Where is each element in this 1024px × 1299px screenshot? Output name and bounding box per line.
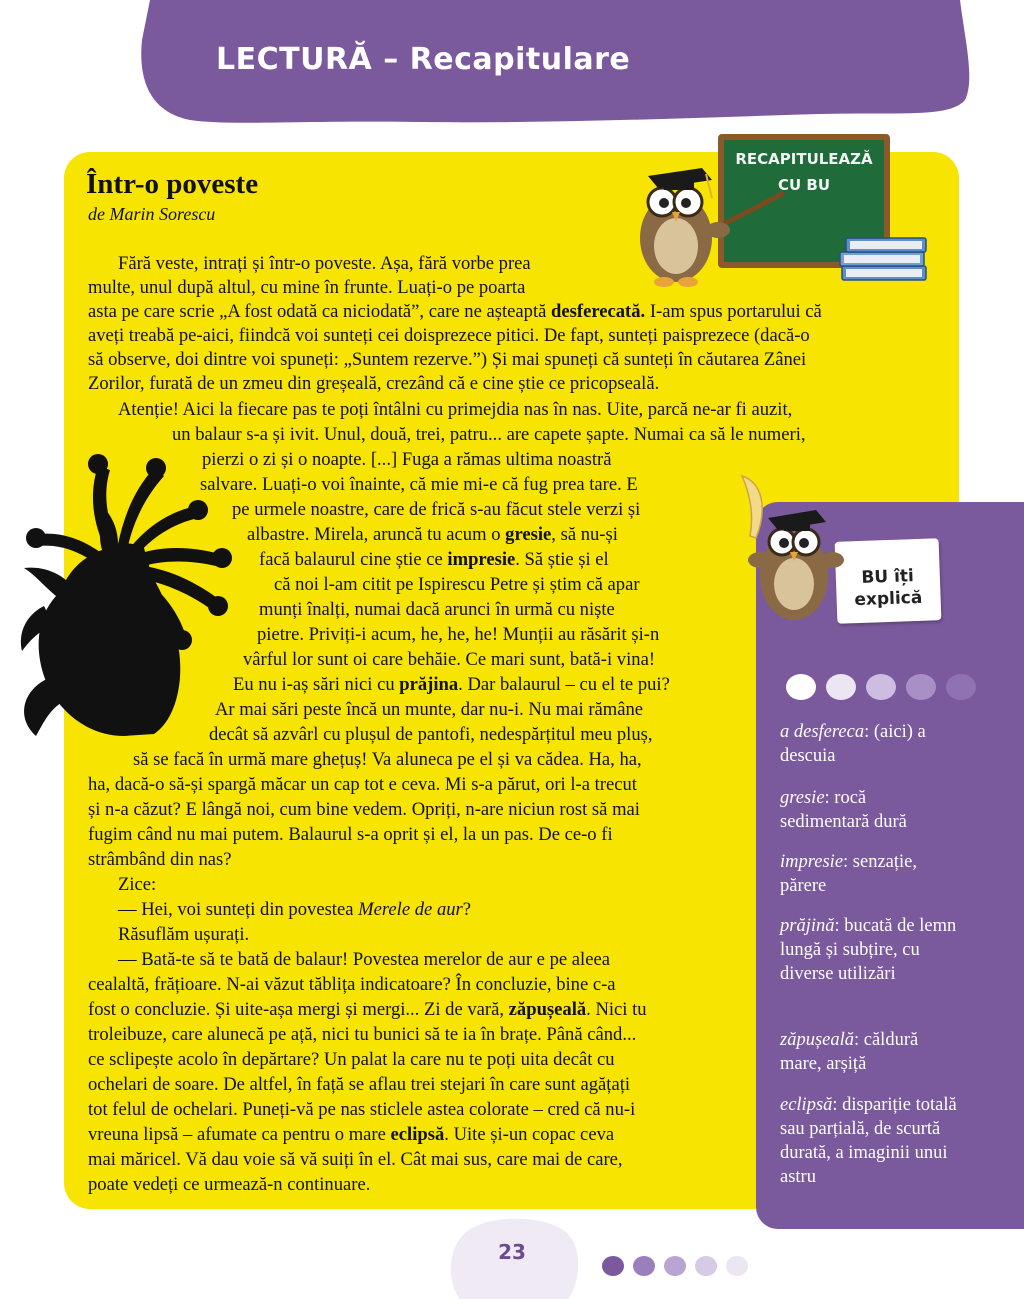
decorative-dot (906, 674, 936, 700)
story-line: strâmbând din nas? (88, 849, 232, 870)
glossary-entry: eclipsă: dispariție totală sau parțială, de scurtă durată, a imaginii unui astru (780, 1095, 957, 1187)
glossary-entry: prăjină: bucată de lemn lungă și subțire, cu diverse utilizări (780, 916, 957, 984)
decorative-dot (726, 1256, 748, 1276)
owl-teacher-icon (626, 150, 786, 290)
decorative-dot (826, 674, 856, 700)
page-header-title: LECTURĂ – Recapitulare (216, 42, 631, 77)
story-line: un balaur s-a și ivit. Unul, două, trei, patru... are capete șapte. Numai ca să le numeri, (172, 424, 806, 445)
story-line: — Hei, voi sunteți din povestea Merele de aur? (118, 899, 472, 920)
story-line: munți înalți, numai dacă arunci în urmă cu niște (259, 599, 615, 620)
story-line: vârful lor sunt oi care behăie. Ce mari sunt, bată-i vina! (243, 649, 656, 670)
story-line: tot felul de ochelari. Puneți-vă pe nas sticlele astea colorate – cred că nu-i (88, 1099, 636, 1120)
story-line: multe, unul după altul, cu mine în frunte. Luați-o pe poarta (88, 277, 526, 298)
story-line: Zorilor, furată de un zmeu din greșeală, crezând că e cine știe ce pricopseală. (88, 373, 660, 394)
story-line: facă balaurul cine știe ce impresie. Să știe și el (259, 549, 609, 570)
dragon-icon (14, 446, 254, 746)
story-line: Eu nu i-aș sări nici cu prăjina. Dar balaurul – cu el te pui? (233, 674, 670, 695)
story-line: pietre. Priviți-i acum, he, he, he! Munții au răsărit și-n (257, 624, 660, 645)
story-line: Ar mai sări peste încă un munte, dar nu-i. Nu mai rămâne (215, 699, 644, 720)
story-title: Într-o poveste (86, 168, 259, 200)
story-line: aveți treabă pe-aici, fiindcă voi sunteți cei doisprezece pitici. De fapt, sunteți paisprezece (dacă-o (88, 325, 810, 346)
chalkboard-line: RECAPITULEAZĂ (735, 150, 873, 168)
story-line: cealaltă, frățioare. N-ai văzut tăblița indicatoare? În concluzie, bine c-a (88, 974, 616, 995)
decorative-dot (664, 1256, 686, 1276)
story-line: troleibuze, care alunecă pe ață, nici tu bunici să te ia în brațe. Până când... (88, 1024, 637, 1045)
decorative-dot (866, 674, 896, 700)
story-line: asta pe care scrie „A fost odată ca niciodată”, care ne așteaptă desferecată. I-am spus portarului că (88, 301, 822, 322)
glossary-entry: a desfereca: (aici) a descuia (780, 722, 926, 766)
story-line: Zice: (118, 874, 157, 895)
story-line: și n-a căzut? E lângă noi, cum bine vedem. Opriți, n-are niciun rost să mai (88, 799, 640, 820)
story-line: poate vedeți ce urmează-n continuare. (88, 1174, 371, 1195)
story-line: să observe, doi dintre voi spuneți: „Suntem rezerve.”) Și mai spuneți că sunteți în căutarea Zânei (88, 349, 807, 370)
story-line: mai măricel. Vă dau voie să vă suiți în el. Cât mai sus, care mai de care, (88, 1149, 623, 1170)
decorative-dot (695, 1256, 717, 1276)
page-number: 23 (498, 1240, 526, 1264)
chalkboard-line: CU BU (777, 176, 831, 194)
story-line: fost o concluzie. Și uite-așa mergi și mergi... Zi de vară, zăpușeală. Nici tu (88, 999, 647, 1020)
story-line: ce sclipește acolo în depărtare? Un palat la care nu te poți uita decât cu (88, 1049, 615, 1070)
story-line: — Bată-te să te bată de balaur! Povestea merelor de aur e pe aleea (118, 949, 610, 970)
story-line: Răsuflăm ușurați. (118, 924, 250, 945)
glossary-entry: impresie: senzație, părere (780, 852, 917, 896)
story-line: Atenție! Aici la fiecare pas te poți întâlni cu primejdia nas în nas. Uite, parcă ne-ar fi auzit, (118, 399, 793, 420)
story-line: fugim când nu mai putem. Balaurul s-a oprit și el, la un pas. De ce-o fi (88, 824, 613, 845)
story-line: vreuna lipsă – afumate ca pentru o mare eclipsă. Uite și-un copac ceva (88, 1124, 615, 1145)
explain-card-line: explică (854, 587, 923, 611)
decorative-dot (946, 674, 976, 700)
story-line: albastre. Mirela, aruncă tu acum o gresie, să nu-și (247, 524, 618, 545)
story-line: ha, dacă-o să-și spargă măcar un cap tot e ceva. Mi s-a părut, ori l-a trecut (88, 774, 637, 795)
owl-quill-icon (716, 468, 846, 628)
glossary-entry: zăpușeală: căldură mare, arșiță (780, 1030, 919, 1074)
story-line: pierzi o zi și o noapte. [...] Fuga a rămas ultima noastră (202, 449, 612, 470)
story-line: ochelari de soare. De altfel, în față se aflau trei stejari în care sunt agățați (88, 1074, 631, 1095)
story-line: pe urmele noastre, care de frică s-au făcut stele verzi și (232, 499, 641, 520)
story-line: salvare. Luați-o voi înainte, că mie mi-e că fug prea tare. E (200, 474, 638, 495)
decorative-dot (602, 1256, 624, 1276)
decorative-dot (786, 674, 816, 700)
story-line: să se facă în urmă mare ghețuș! Va aluneca pe el și va cădea. Ha, ha, (133, 749, 642, 770)
story-author: de Marin Sorescu (88, 204, 216, 224)
decorative-dot (633, 1256, 655, 1276)
story-line: că noi l-am citit pe Ispirescu Petre și știm că apar (274, 574, 640, 595)
explain-card-text (835, 564, 940, 612)
explain-card-line: BU îți (861, 566, 915, 588)
story-line: decât să azvârl cu plușul de pantofi, nedespărțitul meu pluș, (209, 724, 653, 745)
story-line: Fără veste, intrați și într-o poveste. Așa, fără vorbe prea (118, 253, 531, 274)
glossary-entry: gresie: rocă sedimentară dură (780, 788, 907, 832)
books-icon (838, 236, 930, 284)
